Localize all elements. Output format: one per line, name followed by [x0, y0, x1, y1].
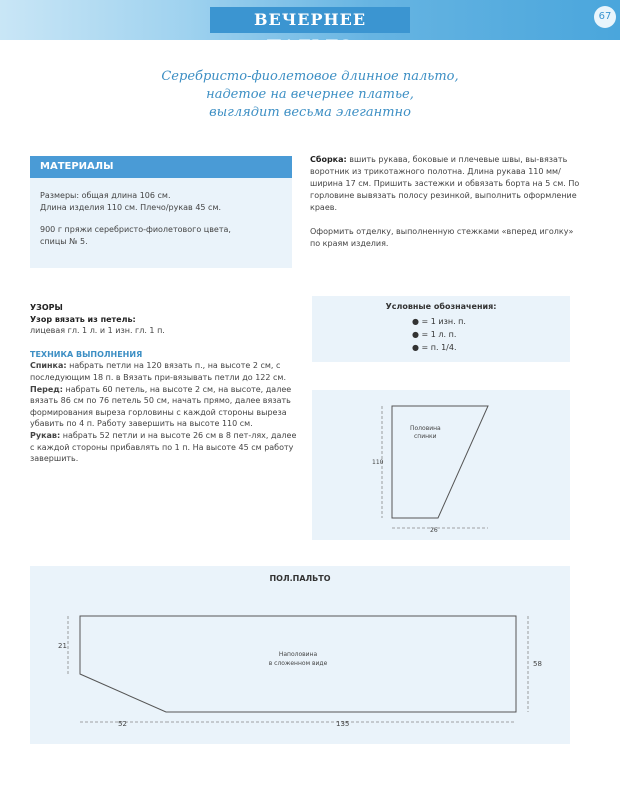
legend-item: ● = 1 изн. п. [412, 317, 466, 326]
legend-item: ● = 1 л. п. [412, 330, 457, 339]
back-label-line2: спинки [414, 433, 437, 440]
front-label: Перед: [30, 384, 63, 394]
materials-line: Длина изделия 110 см. Плечо/рукав 45 см. [40, 203, 222, 212]
coat-diagram-title: ПОЛ.ПАЛЬТО [269, 574, 331, 583]
pattern-text: лицевая гл. 1 л. и 1 изн. гл. 1 п. [30, 326, 165, 336]
finishing-paragraph: Оформить отделку, выполненную стежками «вперед иголку» по краям изделия. [310, 227, 574, 248]
intro-line: надетое на вечернее платье, [206, 87, 414, 102]
dim-right-label: 58 [533, 660, 542, 668]
back-label: Спинка: [30, 361, 67, 371]
intro-line: выглядит весьма элегантно [209, 105, 411, 120]
instructions-column [30, 302, 300, 465]
assembly-paragraph [310, 154, 582, 214]
legend-item: ● = п. 1/4. [412, 343, 457, 352]
coat-label-line1: Наполовина [278, 651, 318, 658]
assembly-label: Сборка: [310, 155, 347, 164]
page-title: ВЕЧЕРНЕЕ ПАЛЬТО [210, 7, 410, 33]
assembly-column [310, 154, 582, 262]
sleeve-paragraph [30, 430, 300, 465]
dim-bottom-left-label: 52 [118, 720, 127, 728]
pattern-name: Узор вязать из петель: [30, 314, 136, 324]
front-text: набрать 60 петель, на высоте 2 см, на высоте, далее вязать 86 см по 76 петель 50 см, начать прямо, далее вязать формирования выреза горловины с каждой стороны выреза убавить по 4 п. Работу завершить на высоте 110 см. [30, 384, 292, 429]
coat-label-line2: в сложенном виде [268, 660, 328, 667]
instructions-heading: ТЕХНИКА ВЫПОЛНЕНИЯ [30, 349, 143, 359]
back-pattern-diagram [312, 390, 570, 540]
intro-text [120, 68, 500, 122]
sleeve-label: Рукав: [30, 430, 61, 440]
materials-heading: МАТЕРИАЛЫ [30, 156, 292, 178]
back-label-line1: Половина [410, 425, 441, 432]
intro-line: Серебристо-фиолетовое длинное пальто, [161, 69, 459, 84]
back-pattern-shape [392, 406, 488, 518]
page-number: 67 [594, 6, 616, 28]
materials-box [30, 156, 292, 268]
materials-line: спицы № 5. [40, 237, 88, 246]
legend-title: Условные обозначения: [385, 302, 497, 311]
dim-left-label: 21 [58, 642, 67, 650]
legend-box [312, 296, 570, 362]
coat-pattern-svg [30, 566, 570, 744]
back-paragraph [30, 360, 300, 383]
front-paragraph [30, 384, 300, 430]
materials-line: 900 г пряжи серебристо-фиолетового цвета, [40, 225, 231, 234]
dim-bottom-right-label: 135 [336, 720, 350, 728]
sleeve-text: набрать 52 петли и на высоте 26 см в 8 пет-лях, далее с каждой стороны прибавлять по 1 п. На высоте 45 см работу завершить. [30, 430, 297, 464]
materials-line: Размеры: общая длина 106 см. [40, 191, 171, 200]
coat-pattern-diagram [30, 566, 570, 744]
assembly-text: вшить рукава, боковые и плечевые швы, вы-вязать воротник из трикотажного полотна. Длина рукава 110 мм/ширина 17 см. Пришить застежки и обвязать борта на 5 см. По горловине вывязать полосу резинкой, выполнить оформление краев. [310, 155, 580, 212]
back-pattern-svg [312, 390, 570, 540]
dim-height-label: 110 [372, 459, 384, 466]
patterns-heading: УЗОРЫ [30, 303, 63, 312]
dim-bottom-label: 26 [430, 527, 438, 534]
back-text: набрать петли на 120 вязать п., на высоте 2 см, с последующим 18 п. в Вязать при-вязывать петли до 122 см. [30, 361, 286, 382]
